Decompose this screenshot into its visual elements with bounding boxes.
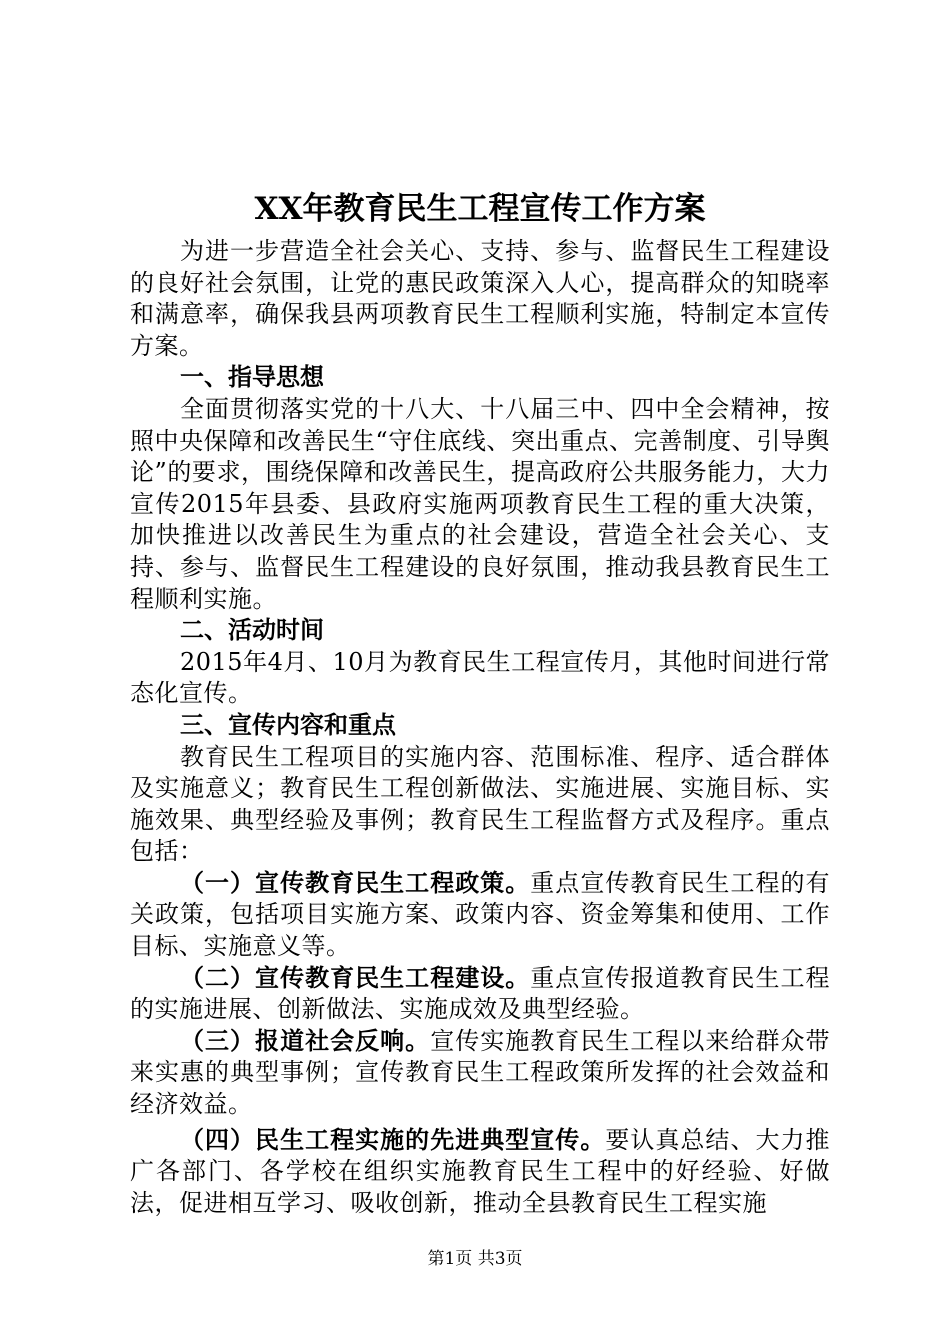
section-body-activity-time: 2015年4月、10月为教育民生工程宣传月，其他时间进行常态化宣传。 xyxy=(130,647,830,708)
list-item-advanced-models xyxy=(130,1125,830,1220)
list-item-lead: （二）宣传教育民生工程建设。 xyxy=(180,963,531,992)
list-item-lead: （一）宣传教育民生工程政策。 xyxy=(180,868,531,897)
intro-paragraph: 为进一步营造全社会关心、支持、参与、监督民生工程建设的良好社会氛围，让党的惠民政策深入人心，提高群众的知晓率和满意率，确保我县两项教育民生工程顺利实施，特制定本宣传方案。 xyxy=(130,237,830,360)
list-item-social-response xyxy=(130,1026,830,1121)
document-page xyxy=(130,182,830,1219)
list-item-text: 重点宣传教育民生工程的有关政策，包括项目实施方案、政策内容、资金筹集和使用、工作目标、实施意义等。 xyxy=(130,868,831,961)
list-item-lead: （三）报道社会反响。 xyxy=(180,1026,431,1055)
section-heading-content-focus: 三、宣传内容和重点 xyxy=(180,710,396,739)
section-body-guiding-ideology: 全面贯彻落实党的十八大、十八届三中、四中全会精神，按照中央保障和改善民生“守住底线、突出重点、完善制度、引导舆论”的要求，围绕保障和改善民生，提高政府公共服务能力，大力宣传2015年县委、县政府实施两项教育民生工程的重大决策，加快推进以改善民生为重点的社会建设，营造全社会关心、支持、参与、监督民生工程建设的良好氛围，推动我县教育民生工程顺利实施。 xyxy=(130,394,830,613)
document-title: XX年教育民生工程宣传工作方案 xyxy=(254,191,706,227)
list-item-text: 要认真总结、大力推广各部门、各学校在组织实施教育民生工程中的好经验、好做法，促进相互学习、吸收创新，推动全县教育民生工程实施 xyxy=(130,1125,831,1217)
page-footer: 第1页 共3页 xyxy=(427,1249,523,1269)
list-item-policy xyxy=(130,868,830,963)
list-item-lead: （四）民生工程实施的先进典型宣传。 xyxy=(180,1125,606,1154)
section-heading-activity-time: 二、活动时间 xyxy=(180,616,324,645)
list-item-construction xyxy=(130,963,830,1026)
section-body-content-focus: 教育民生工程项目的实施内容、范围标准、程序、适合群体及实施意义；教育民生工程创新做法、实施进展、实施目标、实施效果、典型经验及事例；教育民生工程监督方式及程序。重点包括： xyxy=(130,742,830,866)
list-item-text: 宣传实施教育民生工程以来给群众带来实惠的典型事例；宣传教育民生工程政策所发挥的社会效益和经济效益。 xyxy=(130,1026,831,1119)
section-heading-guiding-ideology: 一、指导思想 xyxy=(180,363,324,392)
list-item-text: 重点宣传报道教育民生工程的实施进展、创新做法、实施成效及典型经验。 xyxy=(130,963,831,1024)
